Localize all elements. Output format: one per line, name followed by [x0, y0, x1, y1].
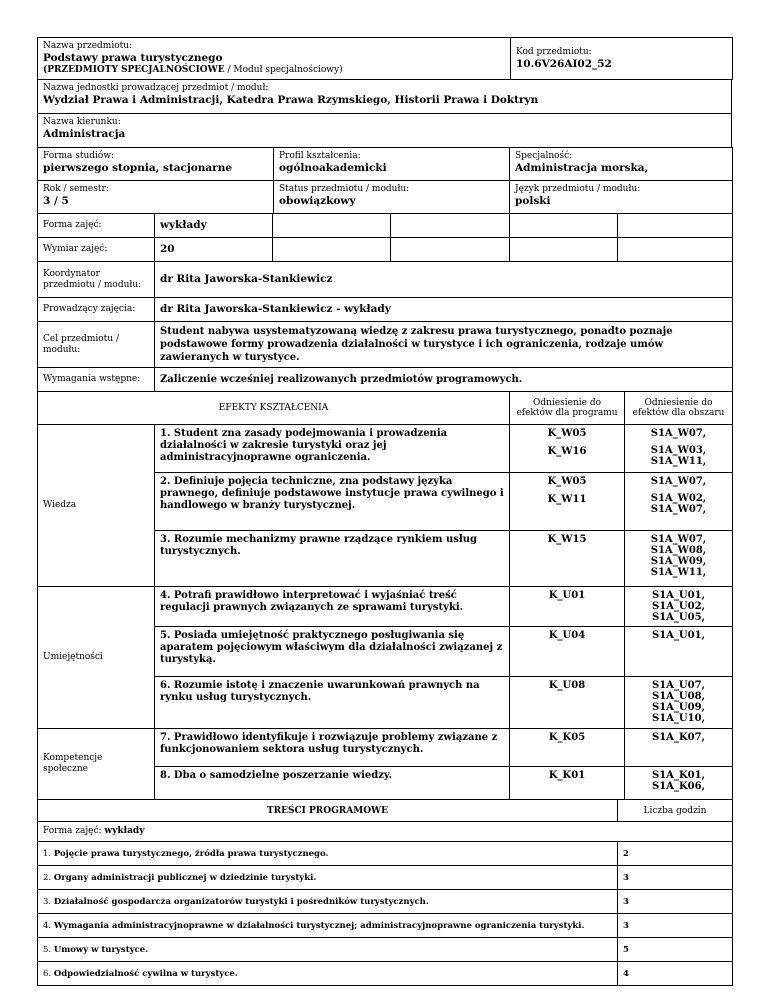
area-code: S1A_U01,: [651, 630, 706, 641]
content-hours-header: Liczba godzin: [618, 800, 733, 822]
year-value: 3 / 5: [43, 195, 69, 207]
goal-label: Cel przedmiotu / modułu:: [38, 322, 155, 368]
area-code: S1A_U05,: [651, 612, 706, 623]
area-code-group: [630, 590, 727, 623]
prereq-label: Wymagania wstępne:: [38, 368, 155, 392]
content-topic-number: 6.: [43, 968, 54, 979]
effect-area-codes: [625, 531, 733, 587]
syllabus-page: [37, 37, 732, 986]
area-code: S1A_W07,: [650, 476, 707, 487]
area-code: S1A_W11,: [650, 567, 707, 578]
content-row: [38, 866, 733, 890]
subject-group: (PRZEDMIOTY SPECJALNOŚCIOWE: [43, 65, 225, 75]
class-form-label: Forma zajęć:: [38, 214, 155, 238]
area-code: S1A_U09,: [651, 702, 706, 713]
program-code: K_W05: [547, 476, 587, 487]
effect-group-label: Umiejętności: [38, 587, 155, 729]
program-code: K_K05: [548, 732, 586, 743]
effect-text: 5. Posiada umiejętność praktycznego posługiwania się aparatem pojęciowym właściwym dla działalności związanej z turystyką.: [155, 627, 510, 677]
area-code: S1A_U07,: [651, 680, 706, 691]
hours-value: 20: [155, 238, 273, 262]
content-row: [38, 890, 733, 914]
area-code-group: [630, 493, 727, 515]
content-topic-number: 1.: [43, 848, 54, 859]
content-topic-number: 5.: [43, 944, 54, 955]
content-topic: [38, 962, 618, 986]
effect-group-label: Wiedza: [38, 425, 155, 587]
effect-text: 2. Definiuje pojęcia techniczne, zna podstawy języka prawnego, definiuje podstawowe instytucje prawa cywilnego i handlowego w branży turystycznej.: [155, 473, 510, 531]
effect-text: 8. Dba o samodzielne poszerzanie wiedzy.: [155, 767, 510, 800]
area-code: S1A_W07,: [650, 428, 707, 439]
content-hours: 3: [618, 914, 733, 938]
area-code: S1A_W09,: [650, 556, 707, 567]
area-code-group: [630, 534, 727, 578]
content-hours: 5: [618, 938, 733, 962]
content-row: [38, 914, 733, 938]
form-label: Forma studiów:: [43, 151, 115, 161]
area-code: S1A_U01,: [651, 590, 706, 601]
effect-text: 4. Potrafi prawidłowo interpretować i wyjaśniać treść regulacji prawnych związanych ze sprawami turystyki.: [155, 587, 510, 627]
profile-value: ogólnoakademicki: [279, 162, 387, 174]
header-table: [37, 37, 733, 80]
content-row: [38, 938, 733, 962]
area-code-group: [630, 476, 727, 487]
year-label: Rok / semestr:: [43, 184, 109, 194]
content-body: [38, 842, 733, 986]
teacher-value: dr Rita Jaworska-Stankiewicz - wykłady: [155, 298, 733, 322]
effects-col-area: Odniesienie do efektów dla obszaru: [625, 392, 733, 425]
subject-cell: [38, 38, 511, 80]
content-row: [38, 962, 733, 986]
effects-table: [37, 391, 733, 800]
subject-group-suffix: / Moduł specjalnościowy): [224, 65, 343, 75]
effect-row: [38, 729, 733, 767]
area-code: S1A_K06,: [652, 781, 706, 792]
content-topic-number: 3.: [43, 896, 54, 907]
status-label: Status przedmiotu / modułu:: [279, 184, 410, 194]
program-code: K_U04: [548, 630, 586, 641]
area-code: S1A_W08,: [650, 545, 707, 556]
area-code-group: [630, 630, 727, 641]
content-form: [38, 822, 733, 842]
area-code: S1A_K01,: [652, 770, 706, 781]
content-topic-text: Umowy w turystyce.: [53, 944, 149, 955]
effects-title: EFEKTY KSZTAŁCENIA: [38, 392, 510, 425]
form-value: pierwszego stopnia, stacjonarne: [43, 162, 233, 174]
program-code: K_W05: [547, 428, 587, 439]
area-code: S1A_U02,: [651, 601, 706, 612]
content-topic-text: Działalność gospodarcza organizatorów turystyki i pośredników turystycznych.: [53, 896, 429, 907]
content-hours: 3: [618, 866, 733, 890]
effect-area-codes: [625, 627, 733, 677]
area-code: S1A_W07,: [650, 504, 707, 515]
effect-area-codes: [625, 767, 733, 800]
program-code: K_W16: [547, 446, 587, 457]
content-topic-text: Wymagania administracyjnoprawne w działalności turystycznej; administracyjnoprawne ograniczenia turystyki.: [53, 920, 585, 931]
area-code-group: [630, 680, 727, 724]
content-topic-number: 4.: [43, 920, 54, 931]
effect-program-codes: [510, 767, 625, 800]
area-code: S1A_K07,: [652, 732, 706, 743]
profile-label: Profil kształcenia:: [279, 151, 361, 161]
area-code-group: [630, 445, 727, 467]
subject-name: Podstawy prawa turystycznego: [43, 52, 223, 64]
goal-value: Student nabywa usystematyzowaną wiedzę z zakresu prawa turystycznego, ponadto poznaje podstawowe formy prowadzenia działalności w turystyce i ich ograniczenia, rodzaje umów zawieranych w turystyce.: [155, 322, 733, 368]
lang-value: polski: [515, 195, 551, 207]
effect-area-codes: [625, 677, 733, 729]
area-code: S1A_W07,: [650, 534, 707, 545]
unit-value: Wydział Prawa i Administracji, Katedra Prawa Rzymskiego, Historii Prawa i Doktryn: [43, 94, 539, 106]
area-code-group: [630, 770, 727, 792]
program-code: K_U08: [548, 680, 586, 691]
content-form-value: wykłady: [104, 826, 145, 836]
status-value: obowiązkowy: [279, 195, 356, 207]
area-code: S1A_U10,: [651, 713, 706, 724]
content-hours: 3: [618, 890, 733, 914]
unit-table: [37, 79, 732, 148]
teacher-label: Prowadzący zajęcia:: [38, 298, 155, 322]
prereq-value: Zaliczenie wcześniej realizowanych przedmiotów programowych.: [155, 368, 733, 392]
content-table: [37, 799, 733, 986]
area-code: S1A_W02,: [650, 493, 707, 504]
content-topic: [38, 938, 618, 962]
study-table: [37, 147, 733, 214]
area-code: S1A_W11,: [650, 456, 707, 467]
effect-program-codes: [510, 627, 625, 677]
effect-area-codes: [625, 473, 733, 531]
effect-program-codes: [510, 677, 625, 729]
class-form-value: wykłady: [155, 214, 273, 238]
effect-text: 1. Student zna zasady podejmowania i prowadzenia działalności w zakresie turystyki oraz jej administracyjnoprawne ograniczenia.: [155, 425, 510, 473]
program-code: K_U01: [548, 590, 586, 601]
content-row: [38, 842, 733, 866]
effect-row: [38, 587, 733, 627]
effect-area-codes: [625, 587, 733, 627]
effect-text: 6. Rozumie istotę i znaczenie uwarunkowań prawnych na rynku usług turystycznych.: [155, 677, 510, 729]
effect-program-codes: [510, 531, 625, 587]
lang-label: Język przedmiotu / modułu:: [515, 184, 641, 194]
code-cell: [511, 38, 733, 80]
effects-col-program: Odniesienie do efektów dla programu: [510, 392, 625, 425]
hours-label: Wymiar zajęć:: [38, 238, 155, 262]
effect-area-codes: [625, 425, 733, 473]
content-form-label: Forma zajęć:: [43, 826, 105, 836]
content-hours: 4: [618, 962, 733, 986]
content-topic: [38, 842, 618, 866]
effect-group-label: Kompetencje społeczne: [38, 729, 155, 800]
program-code: K_W11: [547, 494, 587, 505]
content-topic-text: Pojęcie prawa turystycznego, źródła prawa turystycznego.: [53, 848, 329, 859]
area-code: S1A_U08,: [651, 691, 706, 702]
subject-label: Nazwa przedmiotu:: [43, 41, 133, 51]
code-value: 10.6V26AI02_52: [516, 57, 612, 70]
area-code-group: [630, 732, 727, 743]
effect-program-codes: [510, 473, 625, 531]
area-code: S1A_W03,: [650, 445, 707, 456]
effect-row: [38, 425, 733, 473]
effect-text: 3. Rozumie mechanizmy prawne rządzące rynkiem usług turystycznych.: [155, 531, 510, 587]
details-table: [37, 213, 733, 392]
content-hours: 2: [618, 842, 733, 866]
effect-program-codes: [510, 425, 625, 473]
effect-program-codes: [510, 729, 625, 767]
code-label: Kod przedmiotu:: [516, 46, 592, 57]
field-value: Administracja: [43, 128, 126, 140]
coordinator-value: dr Rita Jaworska-Stankiewicz: [155, 262, 733, 298]
specialty-value: Administracja morska,: [515, 162, 649, 174]
content-topic: [38, 914, 618, 938]
content-topic-text: Organy administracji publicznej w dziedzinie turystyki.: [53, 872, 317, 883]
program-code: K_W15: [547, 534, 587, 545]
content-topic-number: 2.: [43, 872, 54, 883]
coordinator-label: Koordynator przedmiotu / modułu:: [38, 262, 155, 298]
content-topic: [38, 866, 618, 890]
effect-area-codes: [625, 729, 733, 767]
effect-text: 7. Prawidłowo identyfikuje i rozwiązuje problemy związane z funkcjonowaniem sektora usług turystycznych.: [155, 729, 510, 767]
effects-body: [38, 425, 733, 800]
area-code-group: [630, 428, 727, 439]
content-title: TREŚCI PROGRAMOWE: [38, 800, 618, 822]
content-topic-text: Odpowiedzialność cywilna w turystyce.: [53, 968, 238, 979]
specialty-label: Specjalność:: [515, 151, 573, 161]
program-code: K_K01: [548, 770, 586, 781]
content-topic: [38, 890, 618, 914]
field-label: Nazwa kierunku:: [43, 117, 121, 127]
unit-label: Nazwa jednostki prowadzącej przedmiot / moduł:: [43, 83, 269, 93]
effect-program-codes: [510, 587, 625, 627]
